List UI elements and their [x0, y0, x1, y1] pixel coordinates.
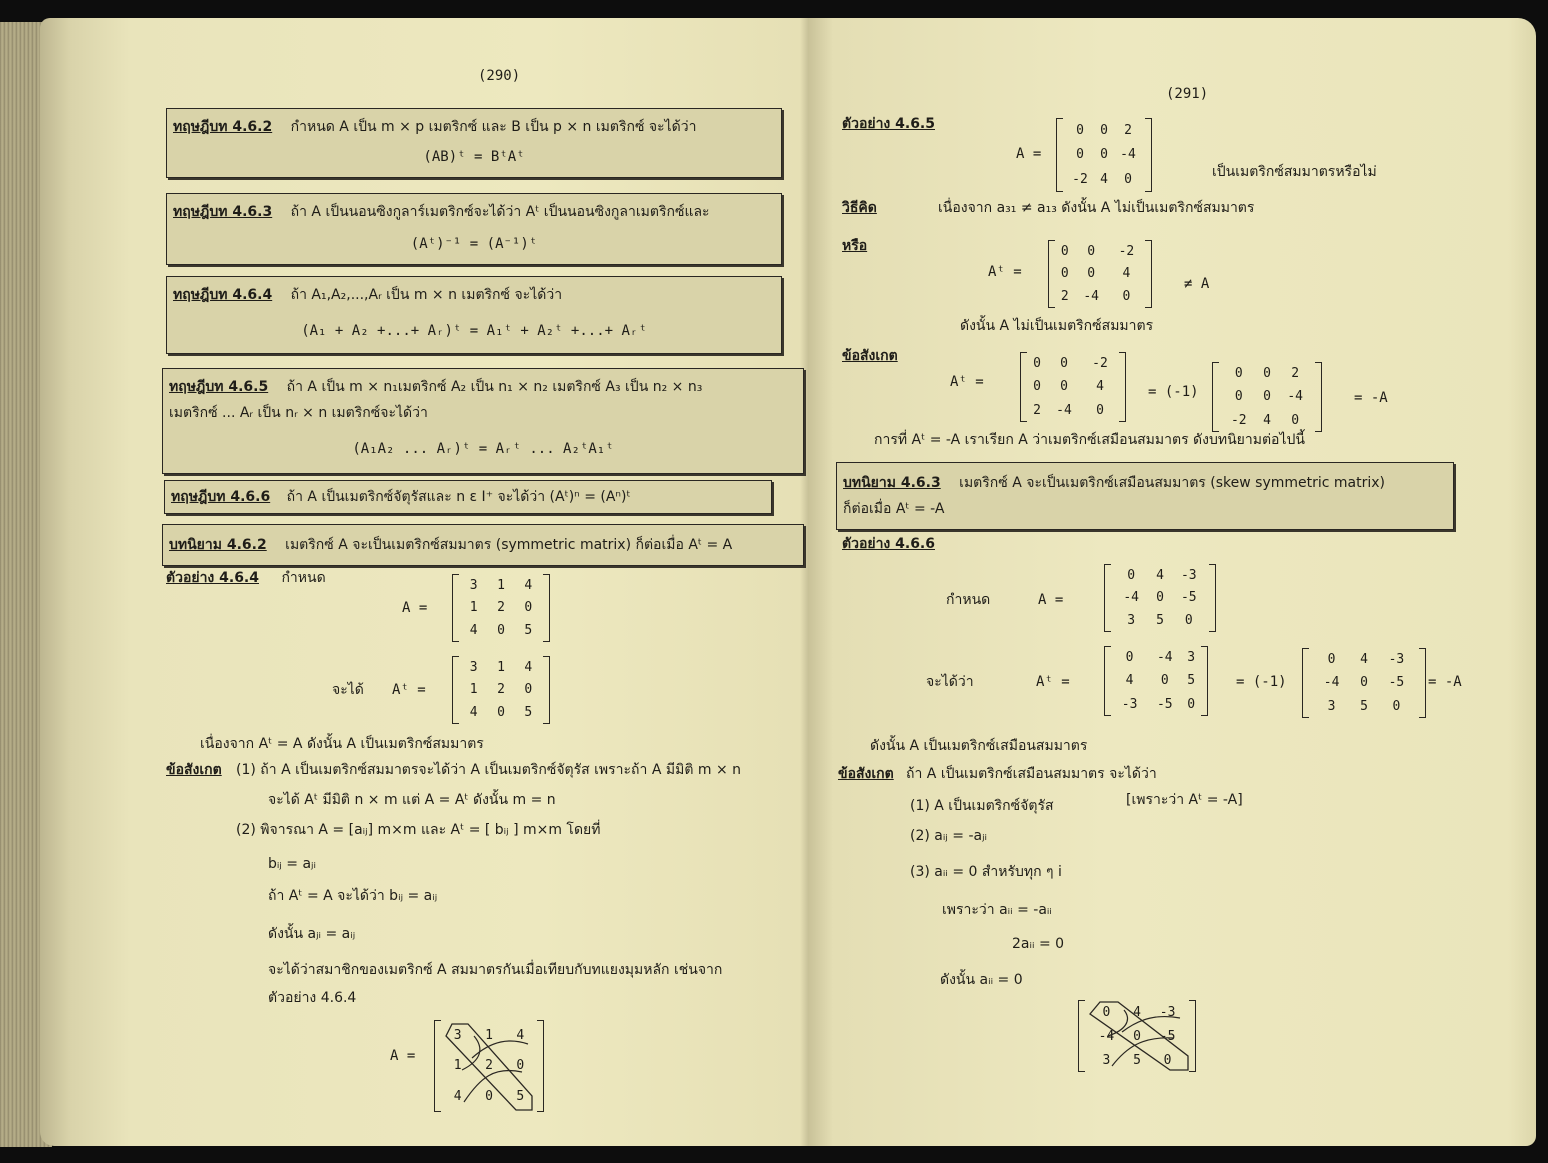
theorem-box-4-6-2	[166, 108, 782, 178]
matrix-cell: 0	[1060, 266, 1069, 282]
matrix-cell: 2	[1033, 402, 1041, 418]
theorem-formula: (Aᵗ)⁻¹ = (A⁻¹)ᵗ	[410, 236, 538, 252]
note-item-reason: [เพราะว่า Aᵗ = -A]	[1126, 792, 1243, 808]
matrix-cell: -2	[1072, 172, 1088, 188]
matrix-cell: -4	[1120, 147, 1136, 163]
matrix-cell: -3	[1121, 696, 1138, 712]
matrix-cell: 3	[453, 1027, 462, 1043]
matrix-cell: 0	[1060, 356, 1068, 372]
matrix-cell: -5	[1159, 1028, 1176, 1044]
matrix-cell: 0	[1156, 590, 1164, 606]
page-number: (290)	[478, 68, 521, 84]
example-given: กำหนด	[946, 592, 991, 608]
not-equal-text: ≠ A	[1184, 276, 1210, 292]
matrix-cell: 2	[1124, 122, 1132, 138]
matrix-cell: 0	[1133, 1028, 1141, 1044]
theorem-text: ถ้า A₁,A₂,...,Aᵣ เป็น m × n เมตริกซ์ จะได้ว่า	[290, 287, 563, 303]
matrix-cell: 0	[1100, 147, 1108, 163]
matrix-cell: 0	[485, 1089, 493, 1105]
matrix-cell: 0	[1263, 389, 1271, 405]
matrix-cell: 4	[1263, 412, 1271, 428]
matrix-cell: 1	[497, 659, 505, 675]
note-label: ข้อสังเกต	[842, 348, 898, 364]
note-matrix-At-cells	[1028, 352, 1118, 422]
matrix-cell: 4	[524, 577, 533, 593]
note-line: (1) ถ้า A เป็นเมตริกซ์สมมาตรจะได้ว่า A เป็นเมตริกซ์จัตุรัส เพราะถ้า A มีมิติ m × n	[236, 762, 741, 778]
matrix-cell: 4	[453, 1089, 462, 1105]
matrix-cell: -5	[1388, 675, 1405, 691]
example-label: ตัวอย่าง 4.6.6	[842, 536, 935, 552]
matrix-cell: 0	[1163, 1052, 1172, 1068]
note-line: ตัวอย่าง 4.6.4	[268, 990, 357, 1006]
definition-text: เมตริกซ์ A จะเป็นเมตริกซ์เสมือนสมมาตร (skew symmetric matrix)	[959, 475, 1385, 491]
theorem-label: ทฤษฎีบท 4.6.5	[169, 379, 269, 395]
matrix-M	[1302, 648, 1426, 718]
matrix-cell: 0	[1076, 122, 1084, 138]
matrix-label: A =	[1038, 592, 1064, 608]
matrix-cell: 0	[1125, 650, 1134, 666]
equals-minus-A: = -A	[1354, 390, 1388, 406]
matrix-At	[1104, 646, 1208, 716]
matrix-cell: 0	[1234, 366, 1243, 382]
matrix-At	[452, 656, 550, 724]
matrix-cell: 0	[1100, 122, 1108, 138]
note-matrix-At	[1020, 352, 1126, 422]
matrix-cell: -2	[1118, 243, 1135, 259]
theorem-label: ทฤษฎีบท 4.6.3	[173, 204, 273, 220]
skew-diagram-matrix	[1078, 1000, 1196, 1072]
definition-box-4-6-3	[836, 462, 1454, 530]
matrix-cell: 2	[497, 682, 505, 698]
matrix-cell: -3	[1180, 567, 1197, 583]
matrix-cell: 3	[469, 659, 478, 675]
matrix-label: Aᵗ =	[392, 682, 426, 698]
matrix-cell: 0	[1263, 366, 1271, 382]
example-label: ตัวอย่าง 4.6.4	[166, 570, 259, 586]
matrix-A-cells	[460, 574, 542, 642]
matrix-cell: 5	[524, 705, 533, 721]
matrix-cell: 3	[1327, 698, 1336, 714]
matrix-cell: 0	[1187, 696, 1196, 712]
note-item: (1) A เป็นเมตริกซ์จัตุรัส	[910, 798, 1054, 814]
matrix-cell: -4	[1323, 675, 1340, 691]
matrix-cell: 0	[1124, 172, 1132, 188]
matrix-cell: 2	[1291, 366, 1300, 382]
matrix-cell: 1	[469, 600, 478, 616]
theorem-box-4-6-4	[166, 276, 782, 354]
theorem-text: กำหนด A เป็น m × p เมตริกซ์ และ B เป็น p × n เมตริกซ์ จะได้ว่า	[290, 119, 697, 135]
matrix-cell: 4	[1360, 652, 1368, 668]
matrix-At	[1048, 240, 1152, 308]
matrix-cell: 4	[516, 1027, 525, 1043]
definition-box-4-6-2	[162, 524, 804, 566]
equals-minus-A: = -A	[1428, 674, 1462, 690]
theorem-label: ทฤษฎีบท 4.6.6	[171, 489, 271, 505]
equals-minus-one: = (-1)	[1236, 674, 1287, 690]
matrix-cell: -5	[1156, 696, 1173, 712]
matrix-cell: 5	[1187, 673, 1196, 689]
matrix-cell: 1	[485, 1027, 493, 1043]
theorem-box-4-6-3	[166, 193, 782, 265]
matrix-cell: 1	[497, 577, 505, 593]
theorem-text: ถ้า A เป็นเมตริกซ์จัตุรัสและ n ε I⁺ จะได้ว่า (Aᵗ)ⁿ = (Aⁿ)ᵗ	[286, 489, 631, 505]
matrix-label: Aᵗ =	[988, 264, 1022, 280]
matrix-cell: 4	[524, 659, 533, 675]
note-line: จะได้ว่าสมาชิกของเมตริกซ์ A สมมาตรกันเมื่อเทียบกับทแยงมุมหลัก เช่นจาก	[268, 962, 723, 978]
matrix-cell: 4	[1122, 266, 1131, 282]
matrix-cell: 1	[469, 682, 478, 698]
theorem-formula: (AB)ᵗ = BᵗAᵗ	[423, 149, 525, 165]
matrix-cell: 0	[497, 623, 505, 639]
matrix-cell: 2	[1060, 289, 1069, 305]
diagonal-arrows-drawing	[1078, 1000, 1196, 1072]
matrix-cell: 0	[1184, 613, 1193, 629]
diagonal-arrows-drawing	[434, 1020, 544, 1112]
note-matrix	[1212, 362, 1322, 432]
theorem-text-2: เมตริกซ์ ... Aᵣ เป็น nᵣ × n เมตริกซ์จะได้ว่า	[169, 405, 428, 421]
example-conclusion: ดังนั้น A เป็นเมตริกซ์เสมือนสมมาตร	[870, 738, 1088, 754]
example-then: จะได้ว่า	[926, 674, 974, 690]
matrix-cell: 5	[1156, 613, 1164, 629]
definition-label: บทนิยาม 4.6.3	[843, 475, 941, 491]
note-line: เพราะว่า aᵢᵢ = -aᵢᵢ	[942, 902, 1052, 918]
matrix-cell: -3	[1388, 652, 1405, 668]
example-conclusion: ดังนั้น A ไม่เป็นเมตริกซ์สมมาตร	[960, 318, 1154, 334]
matrix-cell: 0	[1392, 698, 1401, 714]
matrix-cell: 0	[1234, 389, 1243, 405]
matrix-cell: 0	[1060, 379, 1068, 395]
definition-text: เมตริกซ์ A จะเป็นเมตริกซ์สมมาตร (symmetric matrix) ก็ต่อเมื่อ Aᵗ = A	[285, 537, 733, 553]
matrix-cell: 5	[516, 1089, 525, 1105]
note-line: จะได้ Aᵗ มีมิติ n × m แต่ A = Aᵗ ดังนั้น m = n	[268, 792, 556, 808]
matrix-cell: 0	[524, 682, 533, 698]
matrix-cell: 0	[1122, 289, 1131, 305]
matrix-label: Aᵗ =	[1036, 674, 1070, 690]
matrix-cell: 5	[524, 623, 533, 639]
note-intro: ถ้า A เป็นเมตริกซ์เสมือนสมมาตร จะได้ว่า	[906, 766, 1157, 782]
matrix-cell: 0	[516, 1058, 525, 1074]
matrix-cell: 0	[1033, 356, 1041, 372]
matrix-cell: 0	[497, 705, 505, 721]
matrix-cell: -2	[1230, 412, 1247, 428]
theorem-label: ทฤษฎีบท 4.6.4	[173, 287, 273, 303]
matrix-cell: -4	[1287, 389, 1304, 405]
matrix-cell: 0	[1291, 412, 1300, 428]
note-line: ดังนั้น aⱼᵢ = aᵢⱼ	[268, 926, 356, 942]
matrix-cell: 4	[469, 623, 478, 639]
right-page	[808, 18, 1536, 1146]
matrix-cell: -4	[1123, 590, 1140, 606]
matrix-cell: 0	[1060, 243, 1069, 259]
matrix-label: A =	[1016, 146, 1042, 162]
matrix-A	[1104, 564, 1216, 632]
matrix-cell: -4	[1098, 1028, 1115, 1044]
matrix-cell: 4	[469, 705, 478, 721]
method-label: วิธีคิด	[842, 200, 877, 216]
note-line: bᵢⱼ = aⱼᵢ	[268, 856, 316, 872]
note-line: ถ้า Aᵗ = A จะได้ว่า bᵢⱼ = aᵢⱼ	[268, 888, 438, 904]
example-given: กำหนด	[281, 570, 326, 586]
matrix-cell: 0	[1127, 567, 1136, 583]
matrix-At-cells	[1056, 240, 1144, 308]
note-label: ข้อสังเกต	[838, 766, 894, 782]
matrix-cell: 0	[1102, 1004, 1111, 1020]
theorem-label: ทฤษฎีบท 4.6.2	[173, 119, 273, 135]
matrix-A-cells	[1064, 118, 1144, 192]
matrix-cell: 4	[1125, 673, 1134, 689]
matrix-cell: 5	[1133, 1052, 1141, 1068]
theorem-box-4-6-5	[162, 368, 804, 474]
equals-minus-one: = (-1)	[1148, 384, 1199, 400]
matrix-cell: 0	[1160, 673, 1169, 689]
left-page	[40, 18, 808, 1146]
matrix-cell: 0	[1033, 379, 1041, 395]
matrix-M-cells	[1310, 648, 1418, 718]
note-line: (2) พิจารณา A = [aᵢⱼ] m×m และ Aᵗ = [ bᵢⱼ ] m×m โดยที่	[236, 822, 601, 838]
note-label: ข้อสังเกต	[166, 762, 222, 778]
matrix-A	[1056, 118, 1152, 192]
note-line: ดังนั้น aᵢᵢ = 0	[940, 972, 1023, 988]
matrix-cell: 3	[1187, 650, 1196, 666]
matrix-cell: 0	[1327, 652, 1336, 668]
matrix-cell: 3	[1127, 613, 1136, 629]
method-text: เนื่องจาก a₃₁ ≠ a₁₃ ดังนั้น A ไม่เป็นเมตริกซ์สมมาตร	[938, 200, 1255, 216]
matrix-At-cells	[1112, 646, 1200, 716]
theorem-text: ถ้า A เป็น m × n₁เมตริกซ์ A₂ เป็น n₁ × n₂ เมตริกซ์ A₃ เป็น n₂ × n₃	[286, 379, 703, 395]
matrix-cell: 0	[1360, 675, 1368, 691]
example-then: จะได้	[332, 682, 364, 698]
matrix-cell: 4	[1156, 567, 1164, 583]
question-text: เป็นเมตริกซ์สมมาตรหรือไม่	[1212, 164, 1377, 180]
example-label: ตัวอย่าง 4.6.5	[842, 116, 935, 132]
matrix-A	[452, 574, 550, 642]
matrix-cell: 4	[1133, 1004, 1141, 1020]
matrix-cell: -5	[1180, 590, 1197, 606]
matrix-cell: 0	[1076, 147, 1084, 163]
note-line: 2aᵢᵢ = 0	[1012, 936, 1065, 952]
matrix-cell: 0	[1087, 243, 1096, 259]
matrix-cell: 2	[485, 1058, 493, 1074]
theorem-box-4-6-6	[164, 480, 772, 514]
matrix-label: A =	[402, 600, 428, 616]
symmetric-diagram-matrix	[434, 1020, 544, 1112]
matrix-label: Aᵗ =	[950, 374, 984, 390]
matrix-cell: -2	[1092, 356, 1108, 372]
matrix-cell: -3	[1159, 1004, 1176, 1020]
matrix-At-cells	[460, 656, 542, 724]
matrix-cell: 3	[1102, 1052, 1111, 1068]
note-item: (3) aᵢᵢ = 0 สำหรับทุก ๆ i	[910, 864, 1062, 880]
matrix-cell: -4	[1083, 289, 1100, 305]
note-item: (2) aᵢⱼ = -aⱼᵢ	[910, 828, 988, 844]
matrix-cell: 0	[1087, 266, 1096, 282]
matrix-cell: 0	[524, 600, 533, 616]
matrix-cell: 5	[1360, 698, 1368, 714]
theorem-formula: (A₁A₂ ... Aᵣ)ᵗ = Aᵣᵗ ... A₂ᵗA₁ᵗ	[352, 441, 614, 457]
matrix-A-cells	[1112, 564, 1208, 632]
definition-label: บทนิยาม 4.6.2	[169, 537, 267, 553]
or-label: หรือ	[842, 238, 868, 254]
matrix-cell: 1	[453, 1058, 462, 1074]
matrix-cell: 2	[497, 600, 505, 616]
matrix-cell: -4	[1156, 650, 1173, 666]
definition-text-2: ก็ต่อเมื่อ Aᵗ = -A	[843, 501, 945, 517]
page-number: (291)	[1166, 86, 1209, 102]
matrix-cell: 0	[1096, 402, 1104, 418]
matrix-cell: 4	[1100, 172, 1108, 188]
matrix-cell: -4	[1056, 402, 1072, 418]
matrix-label: A =	[390, 1048, 416, 1064]
theorem-text: ถ้า A เป็นนอนซิงกูลาร์เมตริกซ์จะได้ว่า Aᵗ เป็นนอนซิงกูลาเมตริกซ์และ	[290, 204, 710, 220]
theorem-formula: (A₁ + A₂ +...+ Aᵣ)ᵗ = A₁ᵗ + A₂ᵗ +...+ Aᵣᵗ	[301, 323, 647, 339]
example-conclusion: เนื่องจาก Aᵗ = A ดังนั้น A เป็นเมตริกซ์สมมาตร	[200, 736, 484, 752]
matrix-cell: 4	[1096, 379, 1104, 395]
note-matrix-cells	[1220, 362, 1314, 432]
matrix-cell: 3	[469, 577, 478, 593]
remark-text: การที่ Aᵗ = -A เราเรียก A ว่าเมตริกซ์เสมือนสมมาตร ดังบทนิยามต่อไปนี้	[874, 432, 1305, 448]
